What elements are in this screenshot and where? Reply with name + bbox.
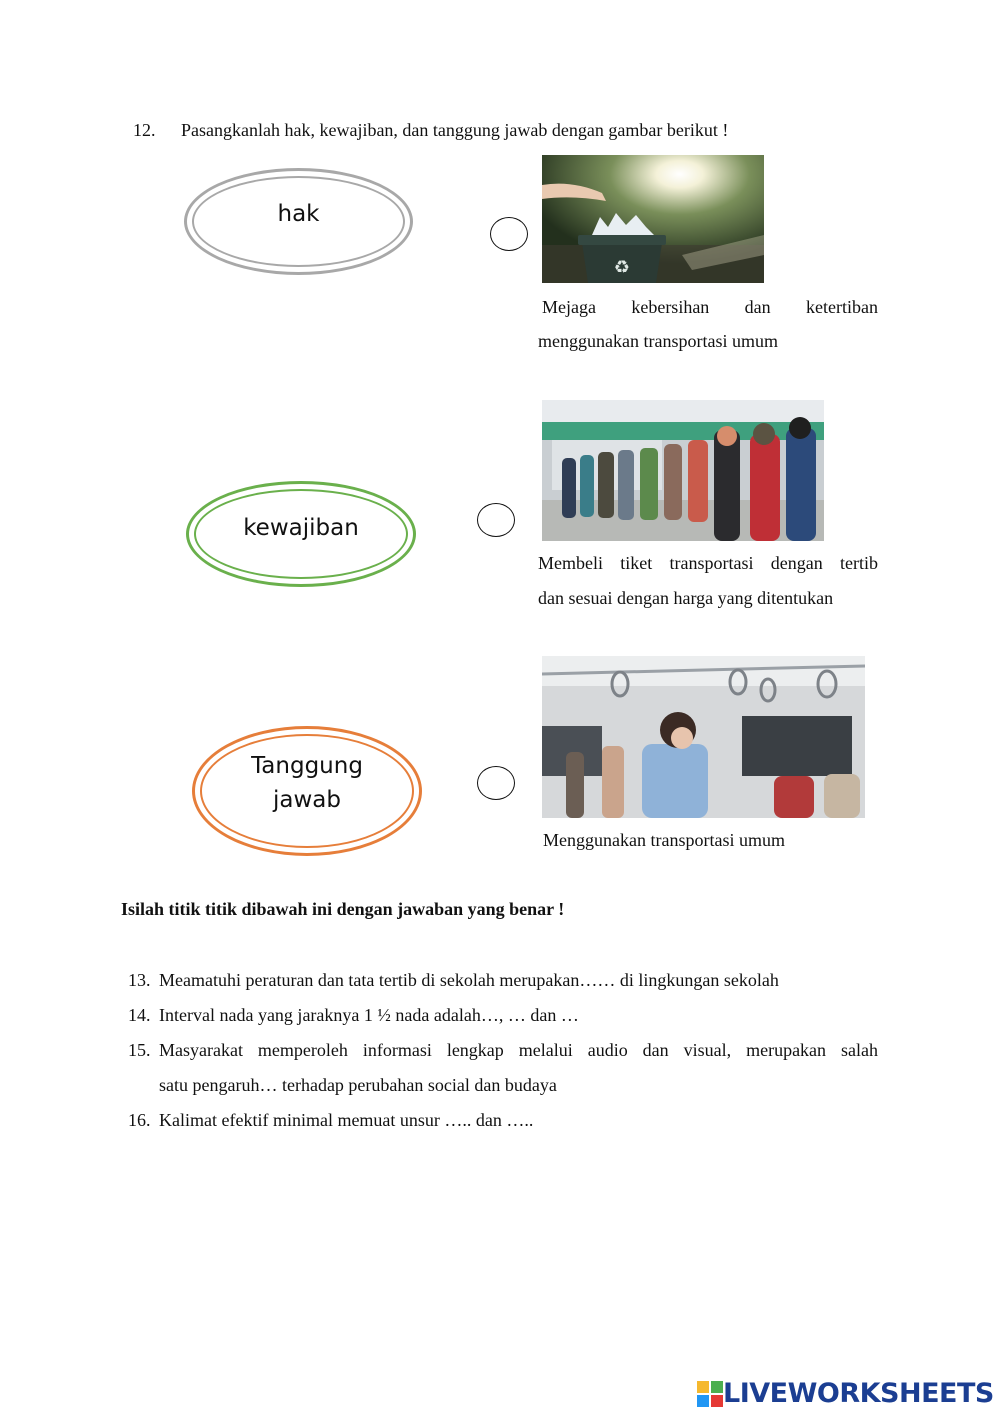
caption-2-line2: dan sesuai dengan harga yang ditentukan: [538, 588, 834, 608]
answer-circle-1[interactable]: [490, 217, 528, 251]
answer-circle-3[interactable]: [477, 766, 515, 800]
liveworksheets-logo: [697, 1378, 994, 1409]
question-text: Kalimat efektif minimal memuat unsur ….. dan …..: [159, 1110, 534, 1130]
question-text: Interval nada yang jaraknya 1 ½ nada adalah…, … dan …: [159, 1005, 579, 1025]
question-number: 16.: [128, 1110, 151, 1130]
question-15: [128, 1033, 878, 1068]
caption-3: Menggunakan transportasi umum: [543, 830, 785, 850]
question-number: 14.: [128, 1005, 151, 1025]
caption-1-line1: Mejaga kebersihan dan ketertiban: [542, 297, 878, 317]
oval-kewajiban[interactable]: [186, 481, 416, 587]
question-14: [128, 998, 878, 1033]
question-text: Pasangkanlah hak, kewajiban, dan tanggung jawab dengan gambar berikut !: [181, 120, 729, 140]
photo-ticket-queue: [542, 400, 824, 541]
question-number: 13.: [128, 970, 151, 990]
oval-label-kewajiban: kewajiban: [243, 514, 359, 541]
question-text: Meamatuhi peraturan dan tata tertib di sekolah merupakan…… di lingkungan sekolah: [159, 970, 779, 990]
photo-recycling-bin: [542, 155, 764, 283]
question-text-line1: Masyarakat memperoleh informasi lengkap melalui audio dan visual, merupakan salah: [159, 1040, 878, 1060]
question-number: 15.: [128, 1040, 151, 1060]
oval-hak[interactable]: [184, 168, 413, 275]
question-15-continued: satu pengaruh… terhadap perubahan social dan budaya: [159, 1075, 557, 1095]
liveworksheets-logo-icon: [697, 1381, 723, 1407]
oval-label-tanggung-jawab: Tanggung jawab: [251, 752, 363, 813]
oval-tanggung-jawab[interactable]: [192, 726, 422, 856]
question-16: [128, 1103, 878, 1138]
logo-text: LIVEWORKSHEETS: [723, 1378, 994, 1409]
oval-label-hak: hak: [277, 201, 320, 228]
question-list: [128, 963, 878, 1138]
question-12-prompt: [133, 120, 728, 141]
svg-text:♻: ♻: [613, 257, 631, 278]
section-instruction: Isilah titik titik dibawah ini dengan jawaban yang benar !: [121, 899, 565, 919]
question-number: 12.: [133, 120, 156, 140]
photo-train-interior: [542, 656, 865, 818]
answer-circle-2[interactable]: [477, 503, 515, 537]
caption-1-line2: menggunakan transportasi umum: [538, 331, 778, 351]
question-13: [128, 963, 878, 998]
caption-2-line1: Membeli tiket transportasi dengan tertib: [538, 553, 878, 573]
